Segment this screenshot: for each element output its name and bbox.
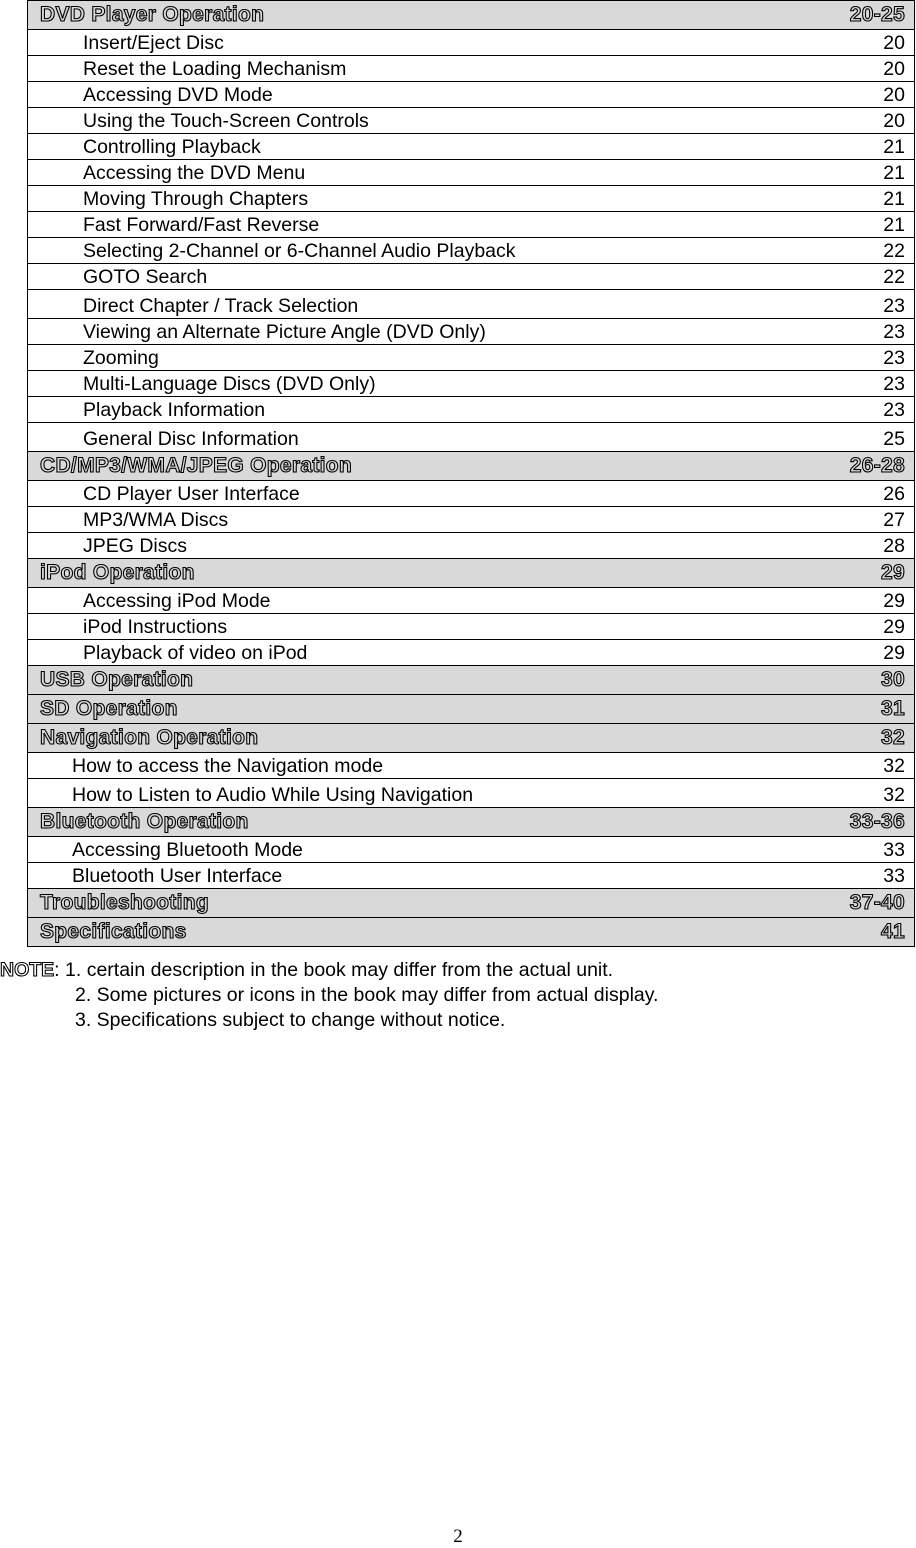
toc-entry-page: 23 xyxy=(785,290,915,319)
note-label: NOTE xyxy=(0,959,55,981)
toc-entry-title: Multi-Language Discs (DVD Only) xyxy=(28,371,786,397)
toc-entry-row xyxy=(28,614,915,640)
toc-entry-row xyxy=(28,423,915,452)
toc-entry-title: JPEG Discs xyxy=(28,533,786,559)
toc-entry-page: 22 xyxy=(785,238,915,264)
toc-entry-page: 33 xyxy=(785,863,915,889)
toc-entry-title: Using the Touch-Screen Controls xyxy=(28,108,786,134)
toc-entry-page: 28 xyxy=(785,533,915,559)
toc-section-page: 20-25 xyxy=(785,1,915,30)
toc-entry-row xyxy=(28,186,915,212)
toc-entry-title: Reset the Loading Mechanism xyxy=(28,56,786,82)
toc-entry-page: 26 xyxy=(785,481,915,507)
toc-entry-page: 29 xyxy=(785,588,915,614)
toc-entry-page: 21 xyxy=(785,134,915,160)
toc-entry-page: 21 xyxy=(785,212,915,238)
toc-section-title: CD/MP3/WMA/JPEG Operation xyxy=(28,452,786,481)
toc-entry-row xyxy=(28,533,915,559)
toc-entry-row xyxy=(28,134,915,160)
toc-section-page: 31 xyxy=(785,695,915,724)
toc-entry-page: 21 xyxy=(785,160,915,186)
toc-section-title: iPod Operation xyxy=(28,559,786,588)
toc-entry-title: Accessing DVD Mode xyxy=(28,82,786,108)
toc-entry-page: 29 xyxy=(785,614,915,640)
toc-entry-page: 20 xyxy=(785,30,915,56)
toc-entry-row xyxy=(28,588,915,614)
toc-entry-row xyxy=(28,753,915,779)
toc-entry-title: Controlling Playback xyxy=(28,134,786,160)
toc-entry-title: Bluetooth User Interface xyxy=(28,863,786,889)
toc-entry-title: How to Listen to Audio While Using Navigation xyxy=(28,779,786,808)
toc-entry-row xyxy=(28,238,915,264)
toc-section-title: Troubleshooting xyxy=(28,889,786,918)
note-line-1 xyxy=(0,958,658,983)
toc-section-row xyxy=(28,695,915,724)
toc-entry-row xyxy=(28,30,915,56)
toc-entry-row xyxy=(28,481,915,507)
toc-entry-row xyxy=(28,345,915,371)
toc-entry-page: 20 xyxy=(785,108,915,134)
toc-entry-row xyxy=(28,371,915,397)
toc-entry-title: Insert/Eject Disc xyxy=(28,30,786,56)
toc-entry-page: 23 xyxy=(785,345,915,371)
toc-entry-page: 29 xyxy=(785,640,915,666)
toc-entry-page: 25 xyxy=(785,423,915,452)
toc-section-page: 30 xyxy=(785,666,915,695)
toc-entry-row xyxy=(28,290,915,319)
toc-entry-row xyxy=(28,56,915,82)
toc-entry-title: Zooming xyxy=(28,345,786,371)
toc-entry-title: Accessing iPod Mode xyxy=(28,588,786,614)
toc-entry-row xyxy=(28,397,915,423)
toc-entry-page: 20 xyxy=(785,82,915,108)
toc-section-row xyxy=(28,918,915,947)
toc-section-row xyxy=(28,666,915,695)
toc-entry-title: General Disc Information xyxy=(28,423,786,452)
toc-entry-page: 32 xyxy=(785,779,915,808)
toc-section-page: 29 xyxy=(785,559,915,588)
toc-section-page: 32 xyxy=(785,724,915,753)
toc-entry-title: Playback of video on iPod xyxy=(28,640,786,666)
toc-entry-row xyxy=(28,837,915,863)
toc-entry-page: 20 xyxy=(785,56,915,82)
toc-entry-page: 32 xyxy=(785,753,915,779)
toc-entry-title: Accessing the DVD Menu xyxy=(28,160,786,186)
toc-entry-title: Direct Chapter / Track Selection xyxy=(28,290,786,319)
note-line-2: 2. Some pictures or icons in the book may differ from actual display. xyxy=(75,984,659,1006)
toc-entry-row xyxy=(28,863,915,889)
toc-entry-title: Selecting 2-Channel or 6-Channel Audio Playback xyxy=(28,238,786,264)
toc-section-row xyxy=(28,724,915,753)
table-of-contents xyxy=(27,0,915,947)
toc-entry-title: Viewing an Alternate Picture Angle (DVD Only) xyxy=(28,319,786,345)
toc-section-page: 33-36 xyxy=(785,808,915,837)
toc-entry-title: Moving Through Chapters xyxy=(28,186,786,212)
toc-entry-title: iPod Instructions xyxy=(28,614,786,640)
toc-entry-row xyxy=(28,264,915,290)
page-number: 2 xyxy=(453,1526,463,1547)
toc-section-page: 41 xyxy=(785,918,915,947)
toc-entry-row xyxy=(28,640,915,666)
toc-entry-row xyxy=(28,212,915,238)
toc-entry-row xyxy=(28,108,915,134)
toc-section-title: Bluetooth Operation xyxy=(28,808,786,837)
toc-section-row xyxy=(28,452,915,481)
toc-entry-title: Fast Forward/Fast Reverse xyxy=(28,212,786,238)
toc-entry-row xyxy=(28,160,915,186)
toc-entry-page: 23 xyxy=(785,319,915,345)
toc-section-row xyxy=(28,808,915,837)
toc-entry-page: 22 xyxy=(785,264,915,290)
toc-entry-row xyxy=(28,507,915,533)
toc-section-title: DVD Player Operation xyxy=(28,1,786,30)
toc-section-title: Navigation Operation xyxy=(28,724,786,753)
toc-section-page: 26-28 xyxy=(785,452,915,481)
toc-entry-page: 21 xyxy=(785,186,915,212)
toc-entry-title: GOTO Search xyxy=(28,264,786,290)
toc-entry-row xyxy=(28,779,915,808)
toc-entry-title: How to access the Navigation mode xyxy=(28,753,786,779)
toc-entry-title: CD Player User Interface xyxy=(28,481,786,507)
toc-section-title: USB Operation xyxy=(28,666,786,695)
toc-entry-title: MP3/WMA Discs xyxy=(28,507,786,533)
toc-section-title: SD Operation xyxy=(28,695,786,724)
note-block xyxy=(0,958,658,1033)
toc-section-title: Specifications xyxy=(28,918,786,947)
toc-entry-row xyxy=(28,319,915,345)
note-text: : 1. certain description in the book may differ from the actual unit. xyxy=(54,959,614,981)
toc-entry-page: 33 xyxy=(785,837,915,863)
toc-section-row xyxy=(28,1,915,30)
toc-section-row xyxy=(28,889,915,918)
toc-entry-row xyxy=(28,82,915,108)
toc-section-row xyxy=(28,559,915,588)
note-line-3: 3. Specifications subject to change without notice. xyxy=(75,1009,506,1031)
toc-entry-page: 23 xyxy=(785,397,915,423)
toc-entry-title: Accessing Bluetooth Mode xyxy=(28,837,786,863)
toc-entry-page: 27 xyxy=(785,507,915,533)
toc-entry-page: 23 xyxy=(785,371,915,397)
toc-section-page: 37-40 xyxy=(785,889,915,918)
toc-entry-title: Playback Information xyxy=(28,397,786,423)
toc-body xyxy=(28,1,915,947)
